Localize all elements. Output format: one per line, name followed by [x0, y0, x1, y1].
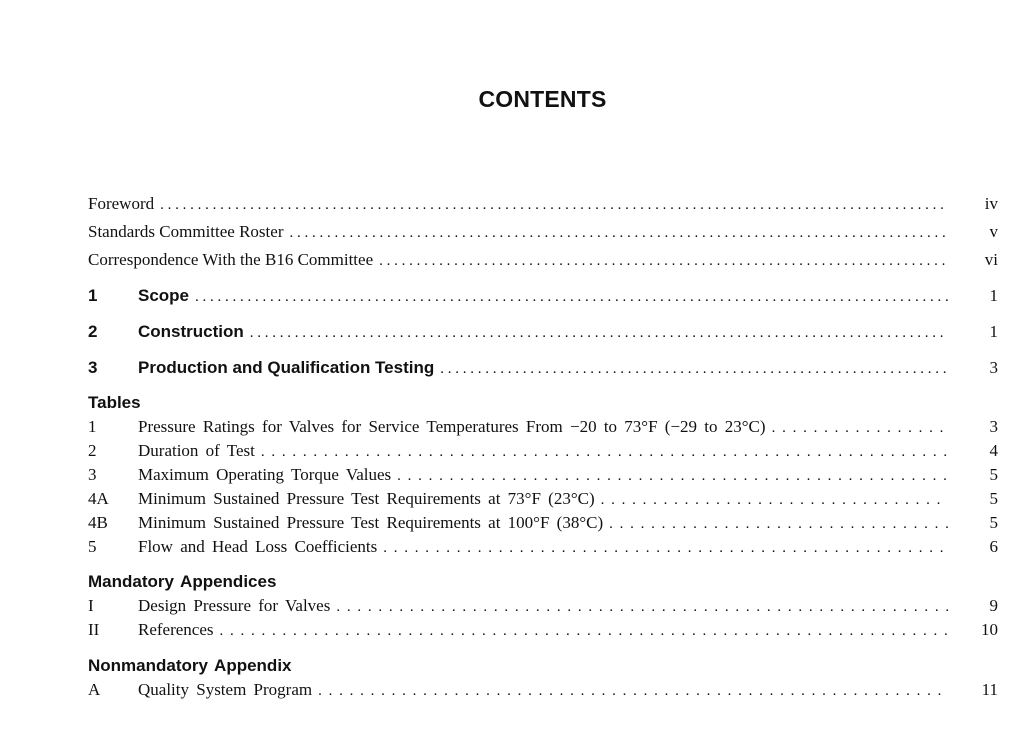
dot-leader	[601, 488, 948, 512]
section-number: 3	[88, 358, 98, 377]
table-title: Duration of Test	[138, 441, 255, 460]
toc-entry-page: vi	[984, 250, 998, 269]
toc-entry-page: 10	[981, 620, 998, 639]
toc-entry-page: iv	[984, 194, 998, 213]
section-number: 2	[88, 322, 98, 341]
toc-entry-page: 5	[989, 489, 998, 508]
toc-entry-label: Foreword	[88, 194, 155, 213]
toc-entry-table-4a[interactable]	[88, 487, 998, 511]
dot-leader	[261, 440, 948, 464]
table-number: 2	[88, 441, 97, 460]
toc-entry-page: 3	[989, 358, 998, 377]
toc-entry-page: 6	[989, 537, 998, 556]
toc-entry-page: 4	[989, 441, 998, 460]
dot-leader	[609, 512, 948, 536]
toc-entry-page: 3	[989, 417, 998, 436]
table-number: 1	[88, 417, 97, 436]
dot-leader	[289, 221, 948, 245]
toc-entry-appendix-a[interactable]	[88, 678, 998, 702]
toc-entry-appendix-ii[interactable]	[88, 618, 998, 642]
section-title: Production and Qualification Testing	[138, 358, 435, 377]
nonmandatory-appendix-heading: Nonmandatory Appendix	[88, 656, 292, 675]
toc-entry-table-2[interactable]	[88, 439, 998, 463]
toc-entry-page: 5	[989, 465, 998, 484]
page-title: CONTENTS	[478, 86, 607, 112]
toc-entry-section-3[interactable]	[88, 356, 998, 380]
toc-entry-label: Correspondence With the B16 Committee	[88, 250, 374, 269]
appendix-number: A	[88, 680, 101, 699]
tables-heading: Tables	[88, 393, 141, 412]
dot-leader	[318, 679, 948, 703]
appendix-title: Design Pressure for Valves	[138, 596, 331, 615]
dot-leader	[772, 416, 948, 440]
appendix-title: Quality System Program	[138, 680, 313, 699]
toc-entry-table-5[interactable]	[88, 535, 998, 559]
toc-entry-table-1[interactable]	[88, 415, 998, 439]
table-title: Minimum Sustained Pressure Test Requirements at 100°F (38°C)	[138, 513, 604, 532]
dot-leader	[195, 285, 948, 309]
toc-entry-section-2[interactable]	[88, 320, 998, 344]
table-number: 4B	[88, 513, 108, 532]
table-title: Flow and Head Loss Coefficients	[138, 537, 378, 556]
table-title: Pressure Ratings for Valves for Service Temperatures From −20 to 73°F (−29 to 23°C)	[138, 417, 766, 436]
toc-entry-label: Standards Committee Roster	[88, 222, 284, 241]
toc-entry-page: 9	[989, 596, 998, 615]
dot-leader	[160, 193, 948, 217]
dot-leader	[220, 619, 948, 643]
section-title: Scope	[138, 286, 190, 305]
dot-leader	[397, 464, 948, 488]
mandatory-appendices-heading: Mandatory Appendices	[88, 572, 277, 591]
dot-leader	[250, 321, 948, 345]
toc-entry-standards-committee-roster[interactable]	[88, 220, 998, 244]
toc-entry-foreword[interactable]	[88, 192, 998, 216]
section-number: 1	[88, 286, 98, 305]
toc-entry-table-3[interactable]	[88, 463, 998, 487]
toc-entry-page: 1	[989, 286, 998, 305]
toc-entry-table-4b[interactable]	[88, 511, 998, 535]
dot-leader	[336, 595, 948, 619]
table-title: Minimum Sustained Pressure Test Requirements at 73°F (23°C)	[138, 489, 595, 508]
toc-entry-section-1[interactable]	[88, 284, 998, 308]
toc-entry-page: 11	[981, 680, 998, 699]
toc-entry-page: 5	[989, 513, 998, 532]
table-number: 5	[88, 537, 97, 556]
table-number: 3	[88, 465, 97, 484]
toc-entry-appendix-i[interactable]	[88, 594, 998, 618]
dot-leader	[440, 357, 948, 381]
section-title: Construction	[138, 322, 244, 341]
toc-entry-correspondence[interactable]	[88, 248, 998, 272]
appendix-title: References	[138, 620, 214, 639]
dot-leader	[383, 536, 948, 560]
dot-leader	[379, 249, 948, 273]
table-title: Maximum Operating Torque Values	[138, 465, 392, 484]
table-number: 4A	[88, 489, 109, 508]
appendix-number: II	[88, 620, 100, 639]
appendix-number: I	[88, 596, 94, 615]
toc-entry-page: v	[989, 222, 998, 241]
toc-entry-page: 1	[989, 322, 998, 341]
